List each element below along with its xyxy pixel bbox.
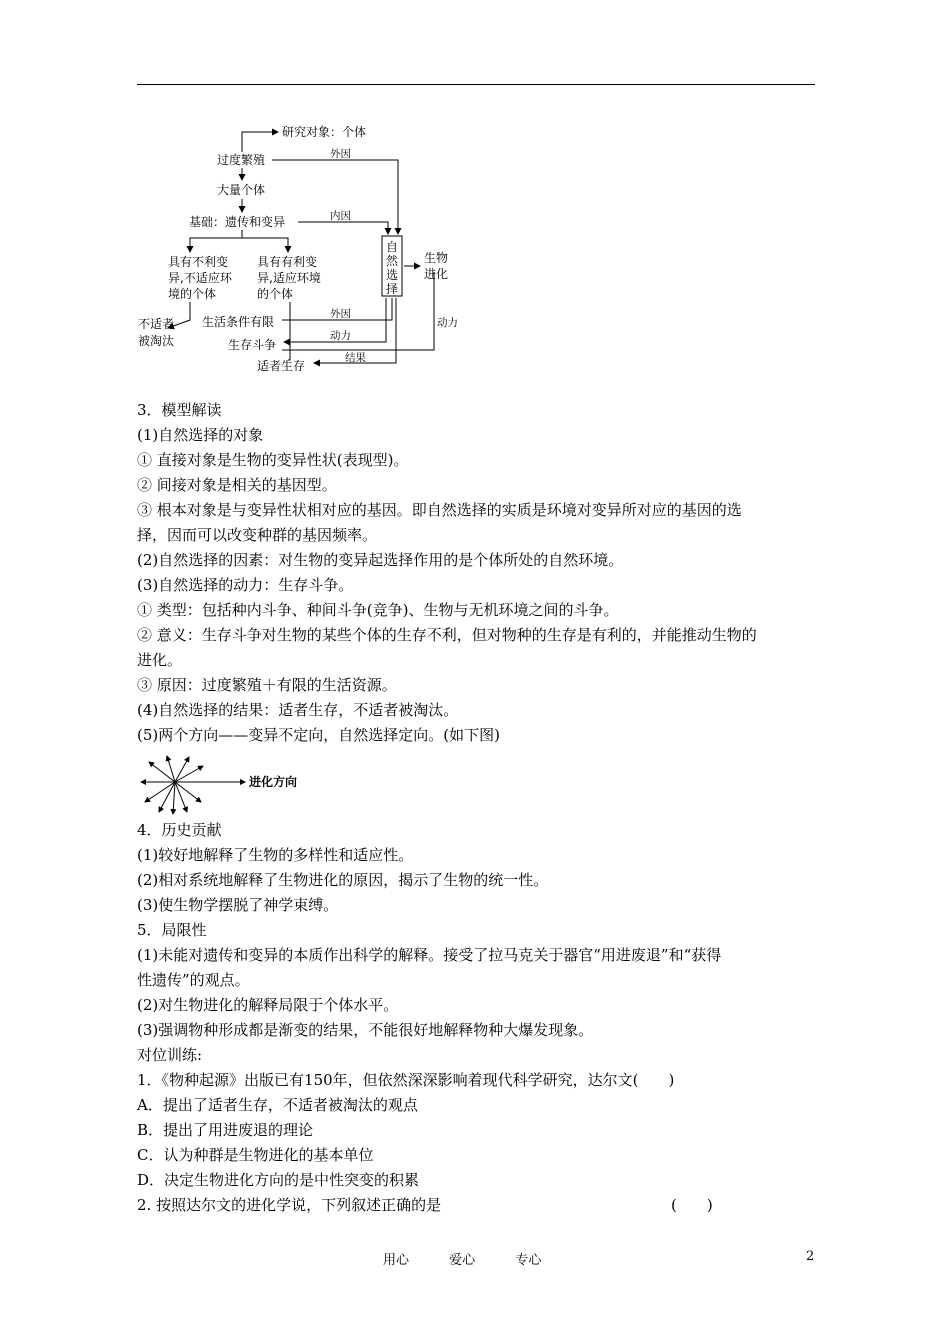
text-line: (2)相对系统地解释了生物进化的原因，揭示了生物的统一性。 (137, 871, 549, 889)
text-line: (1)自然选择的对象 (137, 426, 264, 444)
node-fav-3: 的个体 (257, 287, 294, 301)
node-unfav-2: 异,不适应环 (168, 271, 232, 285)
question-1: 1．《物种起源》出版已有150年，但依然深深影响着现代科学研究，达尔文( ) (137, 1071, 675, 1089)
node-elim-2: 被淘汰 (138, 334, 175, 348)
node-select-4: 择 (386, 282, 399, 296)
label-power-2: 动力 (437, 317, 458, 329)
node-fav-2: 异,适应环境 (257, 271, 321, 285)
node-object: 研究对象：个体 (282, 125, 367, 139)
question-2 (137, 1193, 817, 1218)
node-many: 大量个体 (217, 183, 266, 197)
text-line: 择，因而可以改变种群的基因频率。 (137, 526, 378, 544)
node-struggle: 生存斗争 (228, 338, 277, 352)
text-line: ① 直接对象是生物的变异性状(表现型)。 (137, 451, 409, 469)
star-rays (141, 756, 245, 814)
option-a: A．提出了适者生存，不适者被淘汰的观点 (137, 1096, 418, 1114)
text-line: ② 意义：生存斗争对生物的某些个体的生存不利，但对物种的生存是有利的，并能推动生物的 (137, 626, 757, 644)
node-unfav-1: 具有不利变 (168, 255, 229, 269)
text-line: (4)自然选择的结果：适者生存，不适者被淘汰。 (137, 701, 459, 719)
direction-label: 进化方向 (249, 775, 298, 789)
text-line: (2)自然选择的因素：对生物的变异起选择作用的是个体所处的自然环境。 (137, 551, 624, 569)
text-line: 进化。 (137, 651, 183, 669)
text-line: (3)强调物种形成都是渐变的结果，不能很好地解释物种大爆发现象。 (137, 1021, 594, 1039)
direction-figure (137, 748, 817, 818)
text-line: ① 类型：包括种内斗争、种间斗争(竞争)、生物与无机环境之间的斗争。 (137, 601, 619, 619)
label-result: 结果 (345, 352, 366, 364)
node-elim-1: 不适者 (138, 317, 175, 331)
option-c: C．认为种群是生物进化的基本单位 (137, 1146, 374, 1164)
node-fav-1: 具有有利变 (257, 255, 318, 269)
label-power-1: 动力 (330, 330, 351, 342)
footer-word-1: 用心 (383, 1253, 410, 1268)
node-limited: 生活条件有限 (202, 315, 275, 329)
footer-word-3: 专心 (515, 1253, 542, 1268)
header-rule (137, 84, 815, 85)
text-line: (5)两个方向——变异不定向，自然选择定向。(如下图) (137, 726, 500, 744)
node-select-2: 然 (386, 254, 399, 268)
text-line: 对位训练: (137, 1046, 203, 1064)
text-line: (2)对生物进化的解释局限于个体水平。 (137, 996, 399, 1014)
node-select-3: 选 (386, 268, 399, 282)
text-line: (3)使生物学摆脱了神学束缚。 (137, 896, 339, 914)
node-basis: 基础：遗传和变异 (189, 215, 286, 229)
text-line: ② 间接对象是相关的基因型。 (137, 476, 337, 494)
text-line: (1)未能对遗传和变异的本质作出科学的解释。接受了拉马克关于器官“用进废退”和“获得 (137, 946, 722, 964)
label-external-2: 外因 (330, 308, 351, 320)
option-b: B．提出了用进废退的理论 (137, 1121, 314, 1139)
label-external-1: 外因 (330, 148, 351, 160)
option-d: D．决定生物进化方向的是中性突变的积累 (137, 1171, 420, 1189)
text-line: 5．局限性 (137, 921, 207, 939)
node-survive: 适者生存 (257, 359, 306, 373)
question-2-text: 2. 按照达尔文的进化学说，下列叙述正确的是 (137, 1196, 442, 1214)
footer-word-2: 爱心 (449, 1253, 476, 1268)
main-text (137, 398, 817, 1218)
text-line: (3)自然选择的动力：生存斗争。 (137, 576, 354, 594)
node-evo-1: 生物 (424, 251, 449, 265)
node-overbreed: 过度繁殖 (217, 153, 266, 167)
variation-direction-diagram (137, 754, 317, 816)
page-number: 2 (806, 1249, 815, 1264)
label-internal: 内因 (330, 210, 351, 222)
darwin-model-diagram (130, 120, 480, 382)
text-line: ③ 根本对象是与变异性状相对应的基因。即自然选择的实质是环境对变异所对应的基因的选 (137, 501, 742, 519)
text-line: 4．历史贡献 (137, 821, 222, 839)
question-2-paren: ( ) (671, 1196, 713, 1214)
node-select-1: 自 (386, 240, 399, 254)
node-unfav-3: 境的个体 (168, 287, 217, 301)
text-line: (1)较好地解释了生物的多样性和适应性。 (137, 846, 414, 864)
text-line: 性遗传”的观点。 (137, 971, 250, 989)
footer-motto (383, 1249, 577, 1268)
text-line: 3．模型解读 (137, 401, 222, 419)
text-line: ③ 原因：过度繁殖＋有限的生活资源。 (137, 676, 397, 694)
node-evo-2: 进化 (424, 267, 449, 281)
